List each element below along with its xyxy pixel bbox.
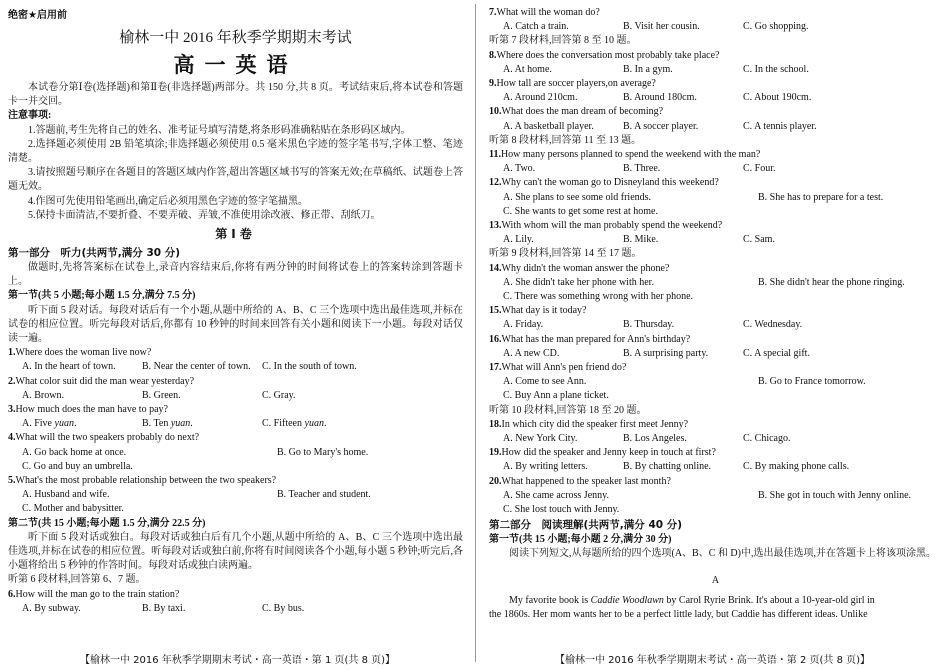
option-c[interactable]: C. Fifteen yuan. bbox=[262, 418, 327, 430]
question-9: 9.How tall are soccer players,on average? bbox=[489, 78, 656, 89]
intro-text: 本试卷分第Ⅰ卷(选择题)和第Ⅱ卷(非选择题)两部分。共 150 分,共 8 页。考试结束后,将本试卷和答题卡一并交回。 bbox=[8, 82, 463, 108]
options-11 bbox=[489, 162, 942, 176]
option-a[interactable]: A. She came across Jenny. bbox=[503, 489, 609, 501]
passage-letter: A bbox=[711, 574, 720, 586]
option-b[interactable]: B. A surprising party. bbox=[623, 347, 709, 359]
options-15 bbox=[489, 318, 942, 332]
listen-instruction-8: 听第 8 段材料,回答第 11 至 13 题。 bbox=[489, 134, 642, 146]
question-2: 2.What color suit did the man wear yesterday? bbox=[8, 375, 195, 387]
option-a[interactable]: A. At home. bbox=[503, 63, 552, 75]
options-6 bbox=[8, 602, 463, 616]
option-b[interactable]: B. A soccer player. bbox=[623, 120, 699, 132]
option-b[interactable]: B. Around 180cm. bbox=[623, 92, 697, 104]
exam-title: 榆林一中 2016 年秋季学期期末考试 bbox=[119, 30, 352, 46]
listen-instruction-7: 听第 7 段材料,回答第 8 至 10 题。 bbox=[489, 35, 637, 47]
question-17: 17.What will Ann's pen friend do? bbox=[489, 362, 627, 374]
option-a[interactable]: A. Come to see Ann. bbox=[503, 376, 587, 388]
options-10 bbox=[489, 120, 942, 134]
options-9 bbox=[489, 91, 942, 105]
note-1: 1.答题前,考生先将自己的姓名、准考证号填写清楚,将条形码准确粘贴在条形码区域内。 bbox=[28, 124, 411, 136]
question-16: 16.What has the man prepared for Ann's birthday? bbox=[489, 333, 691, 345]
part2-section-title: 第一节(共 15 小题;每小题 2 分,满分 30 分) bbox=[489, 534, 672, 546]
option-c[interactable]: C. Mother and babysitter. bbox=[22, 503, 124, 515]
option-a[interactable]: A. Go back home at once. bbox=[22, 446, 127, 458]
options-16 bbox=[489, 347, 942, 361]
option-c[interactable]: C. In the south of town. bbox=[262, 361, 357, 373]
option-b[interactable]: B. Teacher and student. bbox=[277, 489, 371, 501]
option-b[interactable]: B. Los Angeles. bbox=[623, 433, 687, 445]
option-b[interactable]: B. Thursday. bbox=[623, 319, 675, 331]
question-15: 15.What day is it today? bbox=[489, 305, 587, 317]
volume-title: 第Ⅰ卷 bbox=[215, 227, 256, 242]
section2-title: 第二节(共 15 小题;每小题 1.5 分,满分 22.5 分) bbox=[8, 517, 206, 529]
option-a[interactable]: A. Five yuan. bbox=[22, 418, 77, 430]
option-a[interactable]: A. By subway. bbox=[22, 602, 81, 614]
option-a[interactable]: A. Two. bbox=[503, 163, 536, 175]
passage-line-2: the 1860s. Her mom wants her to be a perfect little lady, but Caddie has different ideas. Unlike bbox=[489, 608, 868, 620]
option-c[interactable]: C. She lost touch with Jenny. bbox=[503, 504, 620, 516]
option-a[interactable]: A. Friday. bbox=[503, 319, 544, 331]
option-b[interactable]: B. In a gym. bbox=[623, 63, 673, 75]
footer-page-2: 【榆林一中 2016 年秋季学期期末考试・高一英语・第 2 页(共 8 页)】 bbox=[554, 655, 871, 666]
question-7: 7.What will the woman do? bbox=[489, 7, 600, 18]
option-c[interactable]: C. Go shopping. bbox=[743, 21, 809, 33]
option-c[interactable]: C. A tennis player. bbox=[743, 120, 817, 132]
subject-title: 高一英语 bbox=[173, 53, 298, 77]
option-c[interactable]: C. There was something wrong with her phone. bbox=[503, 291, 694, 303]
footer-page-1: 【榆林一中 2016 年秋季学期期末考试・高一英语・第 1 页(共 8 页)】 bbox=[79, 655, 396, 666]
page-2 bbox=[475, 0, 950, 670]
options-7 bbox=[489, 20, 942, 34]
question-19: 19.How did the speaker and Jenny keep in touch at first? bbox=[489, 447, 716, 459]
question-14: 14.Why didn't the woman answer the phone? bbox=[489, 262, 670, 274]
option-a[interactable]: A. Brown. bbox=[22, 389, 64, 401]
listen-instruction-9: 听第 9 段材料,回答第 14 至 17 题。 bbox=[489, 248, 642, 260]
options-2 bbox=[8, 389, 463, 403]
option-c[interactable]: C. About 190cm. bbox=[743, 92, 812, 104]
option-a[interactable]: A. By writing letters. bbox=[503, 461, 588, 473]
option-a[interactable]: A. A basketball player. bbox=[503, 120, 594, 132]
question-1: 1.Where does the woman live now? bbox=[8, 347, 152, 359]
options-17 bbox=[489, 375, 942, 389]
options-20 bbox=[489, 489, 942, 503]
options-12 bbox=[489, 191, 942, 205]
option-c[interactable]: C. In the school. bbox=[743, 63, 809, 75]
option-c[interactable]: C. Four. bbox=[743, 163, 776, 175]
options-4 bbox=[8, 446, 463, 460]
option-c[interactable]: C. She wants to get some rest at home. bbox=[503, 205, 658, 217]
option-c[interactable]: C. Wednesday. bbox=[743, 319, 803, 331]
note-2: 2.选择题必须使用 2B 铅笔填涂;非选择题必须使用 0.5 毫米黑色字迹的签字笔书写,字体工整、笔迹清楚。 bbox=[8, 138, 463, 164]
question-3: 3.How much does the man have to pay? bbox=[8, 404, 168, 416]
option-c[interactable]: C. By bus. bbox=[262, 602, 305, 614]
option-b[interactable]: B. She didn't hear the phone ringing. bbox=[758, 276, 905, 288]
notes-title: 注意事项: bbox=[8, 110, 52, 122]
option-c[interactable]: C. Chicago. bbox=[743, 433, 791, 445]
option-b[interactable]: B. Near the center of town. bbox=[142, 361, 251, 373]
option-c[interactable]: C. Buy Ann a plane ticket. bbox=[503, 390, 609, 402]
question-18: 18.In which city did the speaker first meet Jenny? bbox=[489, 418, 689, 430]
note-3: 3.请按照题号顺序在各题目的答题区域内作答,超出答题区域书写的答案无效;在草稿纸、试题卷上答题无效。 bbox=[8, 167, 463, 193]
option-a[interactable]: A. She didn't take her phone with her. bbox=[503, 276, 654, 288]
options-3 bbox=[8, 417, 463, 431]
option-a[interactable]: A. A new CD. bbox=[503, 347, 560, 359]
question-4: 4.What will the two speakers probably do next? bbox=[8, 432, 200, 444]
section1-title: 第一节(共 5 小题;每小题 1.5 分,满分 7.5 分) bbox=[8, 290, 196, 302]
option-c[interactable]: C. Sam. bbox=[743, 234, 775, 246]
option-c[interactable]: C. Go and buy an umbrella. bbox=[22, 460, 133, 472]
option-a[interactable]: A. New York City. bbox=[503, 433, 578, 445]
question-12: 12.Why can't the woman go to Disneyland this weekend? bbox=[489, 177, 719, 189]
option-a[interactable]: A. She plans to see some old friends. bbox=[503, 191, 652, 203]
option-a[interactable]: A. Catch a train. bbox=[503, 21, 569, 33]
option-b[interactable]: B. She has to prepare for a test. bbox=[758, 191, 884, 203]
option-b[interactable]: B. Three. bbox=[623, 163, 661, 175]
question-10: 10.What does the man dream of becoming? bbox=[489, 106, 664, 118]
option-b[interactable]: B. Go to France tomorrow. bbox=[758, 376, 866, 388]
option-a[interactable]: A. Around 210cm. bbox=[503, 92, 578, 104]
option-a[interactable]: A. Husband and wife. bbox=[22, 489, 110, 501]
option-c[interactable]: C. Gray. bbox=[262, 389, 296, 401]
options-5 bbox=[8, 488, 463, 502]
option-b[interactable]: B. Ten yuan. bbox=[142, 418, 193, 430]
question-13: 13.With whom will the man probably spend the weekend? bbox=[489, 220, 723, 232]
question-5: 5.What's the most probable relationship between the two speakers? bbox=[8, 475, 277, 487]
option-c[interactable]: C. A special gift. bbox=[743, 347, 810, 359]
option-c[interactable]: C. By making phone calls. bbox=[743, 461, 850, 473]
option-b[interactable]: B. Go to Mary's home. bbox=[277, 446, 369, 458]
question-6: 6.How will the man go to the train station? bbox=[8, 588, 180, 600]
question-20: 20.What happened to the speaker last month? bbox=[489, 475, 671, 487]
part2-instruction: 阅读下列短文,从每题所给的四个选项(A、B、C 和 D)中,选出最佳选项,并在答题卡上将该项涂黑。 bbox=[509, 548, 936, 560]
options-8 bbox=[489, 63, 942, 77]
option-a[interactable]: A. Lily. bbox=[503, 234, 534, 246]
secret-label: 绝密★启用前 bbox=[8, 10, 67, 21]
part2-title: 第二部分 阅读理解(共两节,满分 40 分) bbox=[489, 519, 683, 532]
part1-title: 第一部分 听力(共两节,满分 30 分) bbox=[8, 247, 181, 260]
question-8: 8.Where does the conversation most probably take place? bbox=[489, 49, 720, 61]
option-b[interactable]: B. She got in touch with Jenny online. bbox=[758, 489, 912, 501]
option-b[interactable]: B. Green. bbox=[142, 389, 181, 401]
option-b[interactable]: B. Visit her cousin. bbox=[623, 21, 700, 33]
options-1 bbox=[8, 360, 463, 374]
part1-instruction: 做题时,先将答案标在试卷上,录音内容结束后,你将有两分钟的时间将试卷上的答案转涂到答题卡上。 bbox=[8, 262, 463, 288]
options-14 bbox=[489, 276, 942, 290]
option-b[interactable]: B. Mike. bbox=[623, 234, 659, 246]
option-a[interactable]: A. In the heart of town. bbox=[22, 361, 116, 373]
option-b[interactable]: B. By taxi. bbox=[142, 602, 186, 614]
section1-instruction: 听下面 5 段对话。每段对话后有一个小题,从题中所给的 A、B、C 三个选项中选出最佳选项,并标在试卷的相应位置。听完每段对话后,你都有 10 秒钟的时间来回答有关小题和阅读下一小题。每段对话仅读一遍。 bbox=[8, 304, 463, 345]
note-4: 4.作图可先使用铅笔画出,确定后必须用黑色字迹的签字笔描黑。 bbox=[28, 195, 308, 207]
section2-instruction: 听下面 5 段对话或独白。每段对话或独白后有几个小题,从题中所给的 A、B、C 三个选项中选出最佳选项,并标在试卷的相应位置。听每段对话或独白前,你将有时间阅读各个小题,每小题 5 秒钟;听完后,各小题将给出 5 秒钟的作答时间。每段对话或独白读两遍。 bbox=[8, 531, 463, 572]
question-11: 11.How many persons planned to spend the weekend with the man? bbox=[489, 149, 761, 160]
listen-instruction-10: 听第 10 段材料,回答第 18 至 20 题。 bbox=[489, 404, 647, 416]
note-5: 5.保持卡面清洁,不要折叠、不要弄破、弄皱,不准使用涂改液、修正带、刮纸刀。 bbox=[28, 209, 381, 221]
option-b[interactable]: B. By chatting online. bbox=[623, 461, 712, 473]
options-18 bbox=[489, 432, 942, 446]
listen-instruction-6: 听第 6 段材料,回答第 6、7 题。 bbox=[8, 574, 146, 586]
options-19 bbox=[489, 460, 942, 474]
passage-line-1: My favorite book is Caddie Woodlawn by Carol Ryrie Brink. It's about a 10-year-old girl in bbox=[509, 594, 875, 606]
options-13 bbox=[489, 233, 942, 247]
